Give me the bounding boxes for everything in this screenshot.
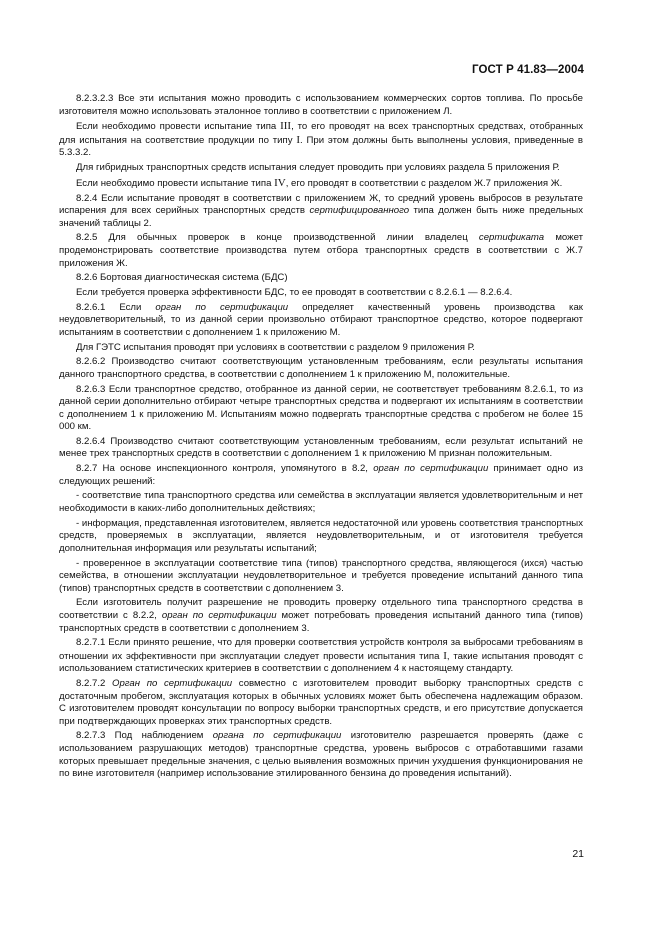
paragraph: 8.2.6.2 Производство считают соответствующим установленным требованиям, если результаты испытания данного транспортного средства, в соответствии с дополнением 1 к приложению М, положительные. [59,356,583,380]
paragraph-text: . При этом должны быть выполнены условия, приведенные в 5.3.3.2. [59,134,583,159]
paragraph-text: 8.2.7.3 Под наблюдением [76,730,213,742]
paragraph-text: Если необходимо провести испытание типа [76,121,281,133]
paragraph-text: определяет качественный уровень производства как неудовлетворительный, то из данной серии произвольно отбирают транспортное средство, которое подвергают испытаниям в соответствии с дополнением 1 к приложению М. [59,301,583,338]
roman-numeral: I [443,649,447,662]
emphasized-term: орган по сертификации [155,301,289,313]
paragraph: 8.2.6.4 Производство считают соответствующим установленным требованиям, если результат испытаний не менее трех транспортных средств в соответствии с дополнением 1 к приложению М признан положительным. [59,435,583,460]
roman-numeral: III [280,120,292,133]
paragraph-text: 8.2.7.2 [76,678,112,690]
paragraph-text: 8.2.4 Если испытание проводят в соответствии с приложением Ж, то средний уровень выбросов в результате испарения для всех серийных транспортных средств [59,192,583,217]
paragraph-text: принимает одно из следующих решений: [59,463,583,487]
emphasized-term: орган по сертификации [161,609,277,621]
paragraph [59,597,583,635]
paragraph-text: 8.2.7.1 Если принято решение, что для проверки соответствия устройств контроля за выбросами требованиям в отношении их эффективности при эксплуатации следует провести испытания типа [59,637,583,662]
paragraph: 8.2.3.2.3 Все эти испытания можно проводить с использованием коммерческих сортов топлива. По просьбе изготовителя можно использовать эталонное топливо в соответствии с приложением Л. [59,93,583,117]
paragraph-text: , то его проводят на всех транспортных средствах, отобранных для испытания на соответствие продукции по типу [59,121,584,146]
document-code-header: ГОСТ Р 41.83—2004 [472,64,584,76]
paragraph-text: 8.2.5 Для обычных проверок в конце производственной линии владелец [76,232,479,244]
paragraph: Если требуется проверка эффективности БДС, то ее проводят в соответствии с 8.2.6.1 — 8.2.6.4. [76,286,513,298]
paragraph-text: типа должен быть ниже предельных значений таблицы 2. [59,205,583,229]
paragraph [59,463,583,488]
emphasized-term: сертифицированного [309,205,410,217]
paragraph-text: 8.2.7 На основе инспекционного контроля, упомянутого в 8.2, [76,463,374,475]
paragraph: - соответствие типа транспортного средства или семейства в эксплуатации является удовлетворительным и нет необходимости в каких-либо дополнительных действиях; [59,490,583,515]
paragraph: - проверенное в эксплуатации соответствие типа (типов) транспортного средства, являющегося (ихся) частью семейства, в отношении эксплуатации неудовлетворительное и требуется проведение испытаний данного типа (типов) транспортных средств в соответствии с дополнением 3. [59,557,583,594]
paragraph [59,177,583,191]
emphasized-term: сертификата [478,232,545,244]
paragraph: 8.2.6.3 Если транспортное средство, отобранное из данной серии, не соответствует требованиям 8.2.6.1, то из данной серии дополнительно отбирают четыре транспортных средства и подвергают их испытаниям в соответствии с дополнением 1 к приложению М. Испытаниям можно подвергать транспортные средства с пробегом не более 15 000 км. [59,383,583,433]
paragraph: - информация, представленная изготовителем, является недостаточной или уровень соответствия транспортных средств, проверяемых в эксплуатации, является неудовлетворительным, и от изготовителя требуется дополнительная информация или результаты испытаний; [59,517,583,554]
paragraph-text: совместно с изготовителем проводит выборку транспортных средств с достаточным пробегом, эксплуатация которых в обычных условиях может быть обеспечена надлежащим образом. С изготовителем проводят консультации по вопросу выборки транспортных средств, и его присутствие допускается при подтверждающих проверках этих транспортных средств. [59,678,583,727]
paragraph-text: может продемонстрировать соответствие производства путем отбора транспортных средств в соответствии с Ж.7 приложения Ж. [59,232,583,269]
paragraph-text: , такие испытания проводят с использованием статистических критериев в соответствии с дополнением 4 к настоящему стандарту. [59,650,583,675]
paragraph-text: Если изготовитель получит разрешение не проводить проверку отдельного типа транспортного средства в соответствии с 8.2.2, [59,597,583,621]
paragraph [59,302,583,340]
paragraph [59,193,583,231]
paragraph-text: Если необходимо провести испытание типа [76,177,275,189]
paragraph [59,678,583,728]
paragraph [59,637,583,676]
paragraph-text: изготовителю разрешается проверять (даже с использованием разрушающих методов) транспортные средства, уровень выбросов с отработавшими газами которых превышает предельные значения, с целью выявления возможных причин ухудшения функционирования не по вине изготовителя (например использование этилированного бензина до проведения испытаний). [59,730,583,780]
roman-numeral: I [296,133,301,146]
emphasized-term: органа по сертификации [212,730,342,742]
paragraph: 8.2.6 Бортовая диагностическая система (БДС) [76,272,288,284]
paragraph-text: может потребовать проведения испытаний данного типа (типов) транспортных средств в соответствии с дополнением 3. [59,609,584,634]
paragraph-text: , его проводят в соответствии с разделом Ж.7 приложения Ж. [285,177,563,189]
emphasized-term: Орган по сертификации [112,678,233,690]
roman-numeral: IV [274,176,286,189]
paragraph: Для гибридных транспортных средств испытания следует проводить при условиях раздела 5 приложения Р. [76,162,560,174]
paragraph [59,232,583,270]
page-number: 21 [572,848,584,860]
emphasized-term: орган по сертификации [373,463,489,475]
document-body [59,93,583,783]
paragraph-text: 8.2.6.1 Если [76,301,156,313]
paragraph [59,730,583,780]
paragraph [59,120,583,160]
paragraph: Для ГЭТС испытания проводят при условиях в соответствии с разделом 9 приложения Р. [76,341,475,353]
